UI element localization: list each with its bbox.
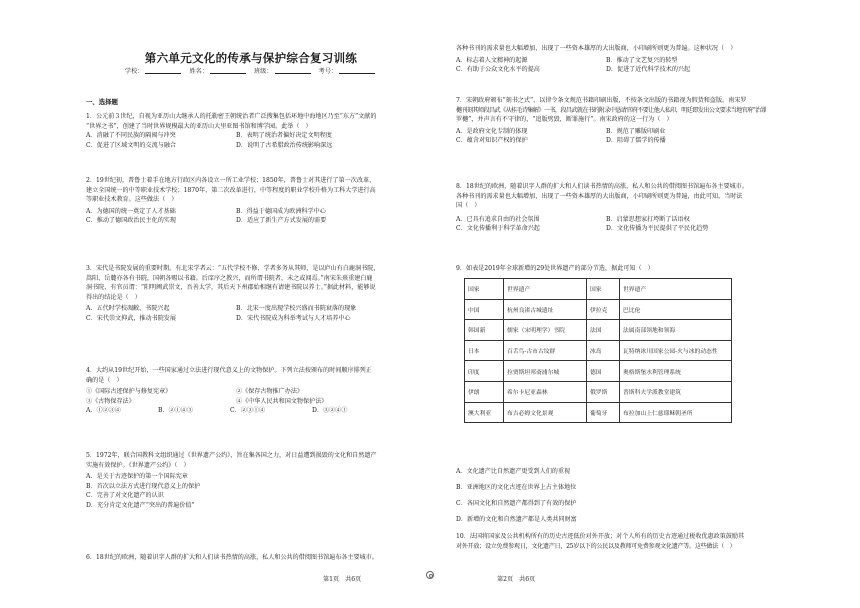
question-2: [86, 176, 376, 226]
question-text: 5．1972年，联合国教科文组织通过《世界遗产公约》，旨在集各国之力，对日益遭到损毁的文化和自然遗产: [86, 452, 377, 459]
option-row: [86, 304, 379, 314]
question-6-continued: [456, 44, 736, 75]
table-cell: 伊拉克: [587, 299, 620, 320]
page-title: 第六单元文化的传承与保护综合复习训练: [144, 51, 358, 65]
option-text: D．新增的文化和自然遗产都是人类共同财富: [456, 516, 577, 523]
section-heading: 一、选择题: [86, 98, 118, 106]
question-text: 4．大约从19世纪开始，一些国家通过立法进行现代意义上的文物保护。下列立法按颁布的时间顺序排列正: [86, 367, 372, 374]
option-c[interactable]: [456, 496, 577, 512]
option-b[interactable]: [456, 480, 577, 496]
option-a[interactable]: A．消融了不同民族的隔阂与冲突: [86, 132, 176, 140]
question-text: 对外开放；设立免费参观日，文化遗产日，25岁以下的公民以及教师可免费参观文化遗产等。这些做法（ ）: [456, 542, 736, 550]
table-cell: 日本: [465, 340, 504, 361]
question-text: 各种书刊的需求量也大幅增加，出现了一些资本雄厚的大出版商，小印刷所则更为普遍，由此可知，当时法: [456, 192, 743, 200]
question-text: 各种书刊的需求量也大幅增加，出现了一些资本雄厚的大出版商，小印刷所则更为普遍。这种状况（ ）: [456, 45, 737, 52]
option-c[interactable]: [86, 491, 377, 501]
question-text: 国（ ）: [456, 202, 481, 210]
option-row: [86, 207, 376, 217]
table-cell: 杭州良渚古城遗址: [504, 299, 587, 320]
header-cell: 世界遗产: [504, 279, 587, 300]
option-c[interactable]: C．蕴含对知识产权的保护: [456, 137, 528, 145]
option-b[interactable]: B．表明了统治者偏好决定文明程度: [236, 132, 332, 140]
question-text: 得出的结论是（ ）: [86, 293, 141, 301]
question-10: [456, 532, 744, 551]
question-text: 1．公元前３世纪，自视为亚历山大继承人的托勒密王朝统治者广泛搜集包括环地中海地区乃至“东方”文献的: [86, 113, 377, 120]
item-4: ④《中华人民共和国文物保护法》: [236, 397, 328, 405]
option-a[interactable]: A．①②③④: [86, 407, 121, 415]
table-cell: 俄罗斯: [587, 381, 620, 402]
question-text: 8．18世纪的欧洲，随着识字人群的扩大和人们读书热情的高涨，私人和公共的借阅图书馆遍布各主要城市。: [456, 183, 748, 190]
table-cell: 百舌鸟-古市古坟群: [504, 340, 587, 361]
table-cell: 韩国新: [465, 320, 504, 341]
school-blank[interactable]: [145, 73, 181, 74]
option-d[interactable]: D．促进了近代科学技术的兴起: [606, 66, 691, 74]
table-cell: 印度: [465, 361, 504, 382]
question-text: 樾刊刻其师段昌武《从桂毛诗集解》一书，段昌武就在书的附录中恳请官府不要让他人私印，明廷即发出公文要求当地官府“治罪: [456, 106, 767, 114]
question-9-text: 9．如表是2019年全球新增的29处世界遗产的部分节选，据此可知（ ）: [456, 265, 654, 272]
table-cell: 普斯科夫学派教堂建筑: [620, 381, 732, 402]
question-text: 建立全国统一的中等职业技术学校；1870年，第二次改革进行，中等程度的职业学校升格为工科大学进行高: [86, 186, 376, 194]
option-c[interactable]: C．宋代崇文抑武，推动书院发展: [86, 314, 176, 322]
heritage-table: [464, 278, 732, 423]
option-a[interactable]: A．五代时学校凋敝、书院兴起: [86, 305, 170, 313]
option-b[interactable]: B．启蒙思想家打垮断了话语权: [606, 215, 690, 223]
option-text: A．文化遗产比自然遗产更受到人们的重视: [456, 468, 571, 475]
table-cell: 冰岛: [587, 340, 620, 361]
student-info-line: [86, 66, 416, 75]
option-a[interactable]: A．标志着人文精神的起源: [456, 56, 528, 64]
table-cell: 奥格斯堡水利管理系统: [620, 361, 732, 382]
table-cell: 拉贾斯坦邦斋浦尔城: [504, 361, 587, 382]
option-d[interactable]: [456, 512, 577, 528]
item-2: ②《保存古物推广办法》: [236, 388, 304, 396]
option-d[interactable]: [86, 501, 377, 511]
table-cell: 瓦特纳冰川国家公园-火与冰的动态性: [620, 340, 732, 361]
option-d[interactable]: D．阻碍了儒学的传播: [606, 137, 666, 145]
option-b[interactable]: B．推动了文艺复兴的转型: [606, 56, 678, 64]
table-cell: 巴比伦: [620, 299, 732, 320]
option-c[interactable]: C．②③①④: [230, 407, 266, 415]
option-d[interactable]: D．文化传播为平民提供了平民化趋势: [606, 225, 709, 233]
item-3: ③《古物保存法》: [86, 397, 135, 405]
question-4: [86, 366, 372, 416]
question-5: [86, 451, 377, 511]
table-cell: 布吉必姆文化景观: [504, 402, 587, 423]
option-c[interactable]: C．文化传播利于科学革命兴起: [456, 225, 540, 233]
option-a[interactable]: A．是政府文化专制的体现: [456, 127, 528, 135]
option-d[interactable]: D．③②④①: [312, 407, 348, 415]
option-b[interactable]: B．得益于德国成为欧洲科学中心: [236, 207, 326, 215]
option-b[interactable]: B．②①④③: [158, 407, 193, 415]
item-row: [86, 387, 372, 397]
question-text: 洞书院，有官员谓：“阳明阙武崇文，吾善太学，其后天下州郡始相继有请建书院以养士。”据此材料，能够说: [86, 284, 376, 292]
table-row: [465, 340, 732, 361]
option-b[interactable]: B．规范了雕版印刷业: [606, 127, 666, 135]
question-text: 7．宋朝政府颁布“刻书之式”，以律令条文规范书籍印刷出版，不按条文出版的书籍视为假货和盗版。南宋罗: [456, 97, 747, 104]
option-row: [86, 406, 372, 416]
question-1: [86, 112, 376, 150]
question-text: 3．宋代是书院发展的重要时期。有北宋学者云：“五代学校不修，学者多务从其师，是以庐山有白鹿洞书院，: [86, 265, 380, 272]
option-a[interactable]: [456, 464, 577, 480]
question-text: 2．19世纪初，普鲁士着手在地方行政区内各设立一所工业学校；1850年，普鲁士对其进行了第一次改革，: [86, 177, 376, 184]
table-cell: 德国: [587, 361, 620, 382]
option-row: [86, 216, 376, 226]
option-a[interactable]: [86, 472, 377, 482]
exam-number-blank[interactable]: [339, 73, 375, 74]
option-c[interactable]: C．推动了德国政治民主化的实现: [86, 217, 176, 225]
option-text: A．是关于古迹保护的第一个国际宪章: [86, 473, 188, 481]
question-8: [456, 182, 748, 234]
option-d[interactable]: D．宋代书院成为科举考试与人才培养中心: [236, 314, 351, 322]
question-text: 罗樾”，并声言有不守律的，“追版劈毁，断罪施行”。南宋政府的这一行为（ ）: [456, 116, 673, 124]
question-3: [86, 264, 379, 324]
exam-number-label: 考号：: [318, 68, 338, 75]
name-blank[interactable]: [210, 73, 246, 74]
option-text: C．完善了对文化遗产的认识: [86, 492, 164, 500]
table-cell: 葡萄牙: [587, 402, 620, 423]
table-row: [465, 361, 732, 382]
header-cell: 国家: [587, 279, 620, 300]
option-b[interactable]: [86, 482, 377, 492]
option-d[interactable]: D．说明了古希腊政治传统影响深远: [236, 141, 333, 149]
header-cell: 世界遗产: [620, 279, 732, 300]
option-row: [456, 56, 736, 66]
item-row: [86, 397, 372, 407]
option-text: C．各国文化和自然遗产都得到了有效的保护: [456, 500, 577, 507]
page-number-right: 第2页 共6页: [497, 576, 536, 583]
table-row: [465, 381, 732, 402]
question-text: 确的是（ ）: [86, 376, 123, 384]
table-cell: 伊朗: [465, 381, 504, 402]
header-cell: 国家: [465, 279, 504, 300]
question-text: 实施有效保护。《世界遗产公约》（ ）: [86, 461, 190, 469]
class-label: 班级：: [253, 68, 273, 75]
item-1: ①《国际古迹保护与修复宪章》: [86, 388, 172, 396]
class-blank[interactable]: [275, 73, 311, 74]
option-row: [456, 215, 748, 225]
option-c[interactable]: C．促进了区域文明的交流与融合: [86, 141, 176, 149]
table-row: [465, 320, 732, 341]
option-text: D．充分肯定文化遗产“突出的普遍价值”: [86, 501, 195, 509]
option-b[interactable]: B．北宋一度出现学校兴盛而书院衰落的现象: [236, 305, 357, 313]
option-d[interactable]: D．适应了新生产方式发展的需要: [236, 217, 327, 225]
option-text: B．首次以立法方式进行现代意义上的保护: [86, 482, 201, 490]
question-6-text: 6．18世纪的欧洲，随着识字人群的扩大和人们读书热情的高涨，私人和公共的借阅图书馆遍布各主要城市。: [86, 554, 378, 561]
page-number-left: 第1页 共6页: [323, 576, 362, 583]
name-label: 姓名：: [189, 68, 209, 75]
table-cell: 儒家（宋明理学）书院: [504, 320, 587, 341]
right-page: [430, 0, 860, 608]
table-cell: 法属南部领地和领海: [620, 320, 732, 341]
option-row: [456, 136, 766, 146]
option-c[interactable]: C．有助于公众文化水平的提高: [456, 66, 540, 74]
question-text: 10．法国将国家及公共机构所有的历史古迹低价对外开放；对个人所有的历史古迹通过税收优惠政策鼓励其: [456, 533, 745, 540]
question-text: “世界之书”，创建了当时世界规模最大的亚历山大里亚图书馆和博学园。此举（ ）: [86, 122, 312, 130]
table-row: [465, 402, 732, 423]
table-row: [465, 299, 732, 320]
question-text: 等职业技术教育。这些做法（ ）: [86, 196, 178, 204]
option-row: [456, 65, 736, 75]
table-header-row: [465, 279, 732, 300]
option-row: [86, 314, 379, 324]
option-a[interactable]: A．为德国的统一奠定了人才基础: [86, 207, 176, 215]
question-7: [456, 96, 766, 146]
option-row: [86, 131, 376, 141]
option-row: [86, 141, 376, 151]
table-cell: 澳大利亚: [465, 402, 504, 423]
question-text: 嵩阳、岳麓亦各有书院，国朝各赐以书籍。后庠序之教兴，而所谓书院者，未之或闻焉。”南宋朱熹重建白鹿: [86, 274, 373, 282]
table-cell: 中国: [465, 299, 504, 320]
option-row: [456, 224, 748, 234]
school-label: 学校：: [124, 68, 144, 75]
option-row: [456, 127, 766, 137]
table-cell: 布拉加山上仁慈耶稣朝圣所: [620, 402, 732, 423]
table-cell: 希尔卡尼亚森林: [504, 381, 587, 402]
table-cell: 法国: [587, 320, 620, 341]
question-9-options: [456, 464, 577, 528]
option-a[interactable]: A．已具有追求自由的社会氛围: [456, 215, 540, 223]
option-text: B．亚洲地区的文化古迹在世界上占主体地位: [456, 484, 577, 491]
